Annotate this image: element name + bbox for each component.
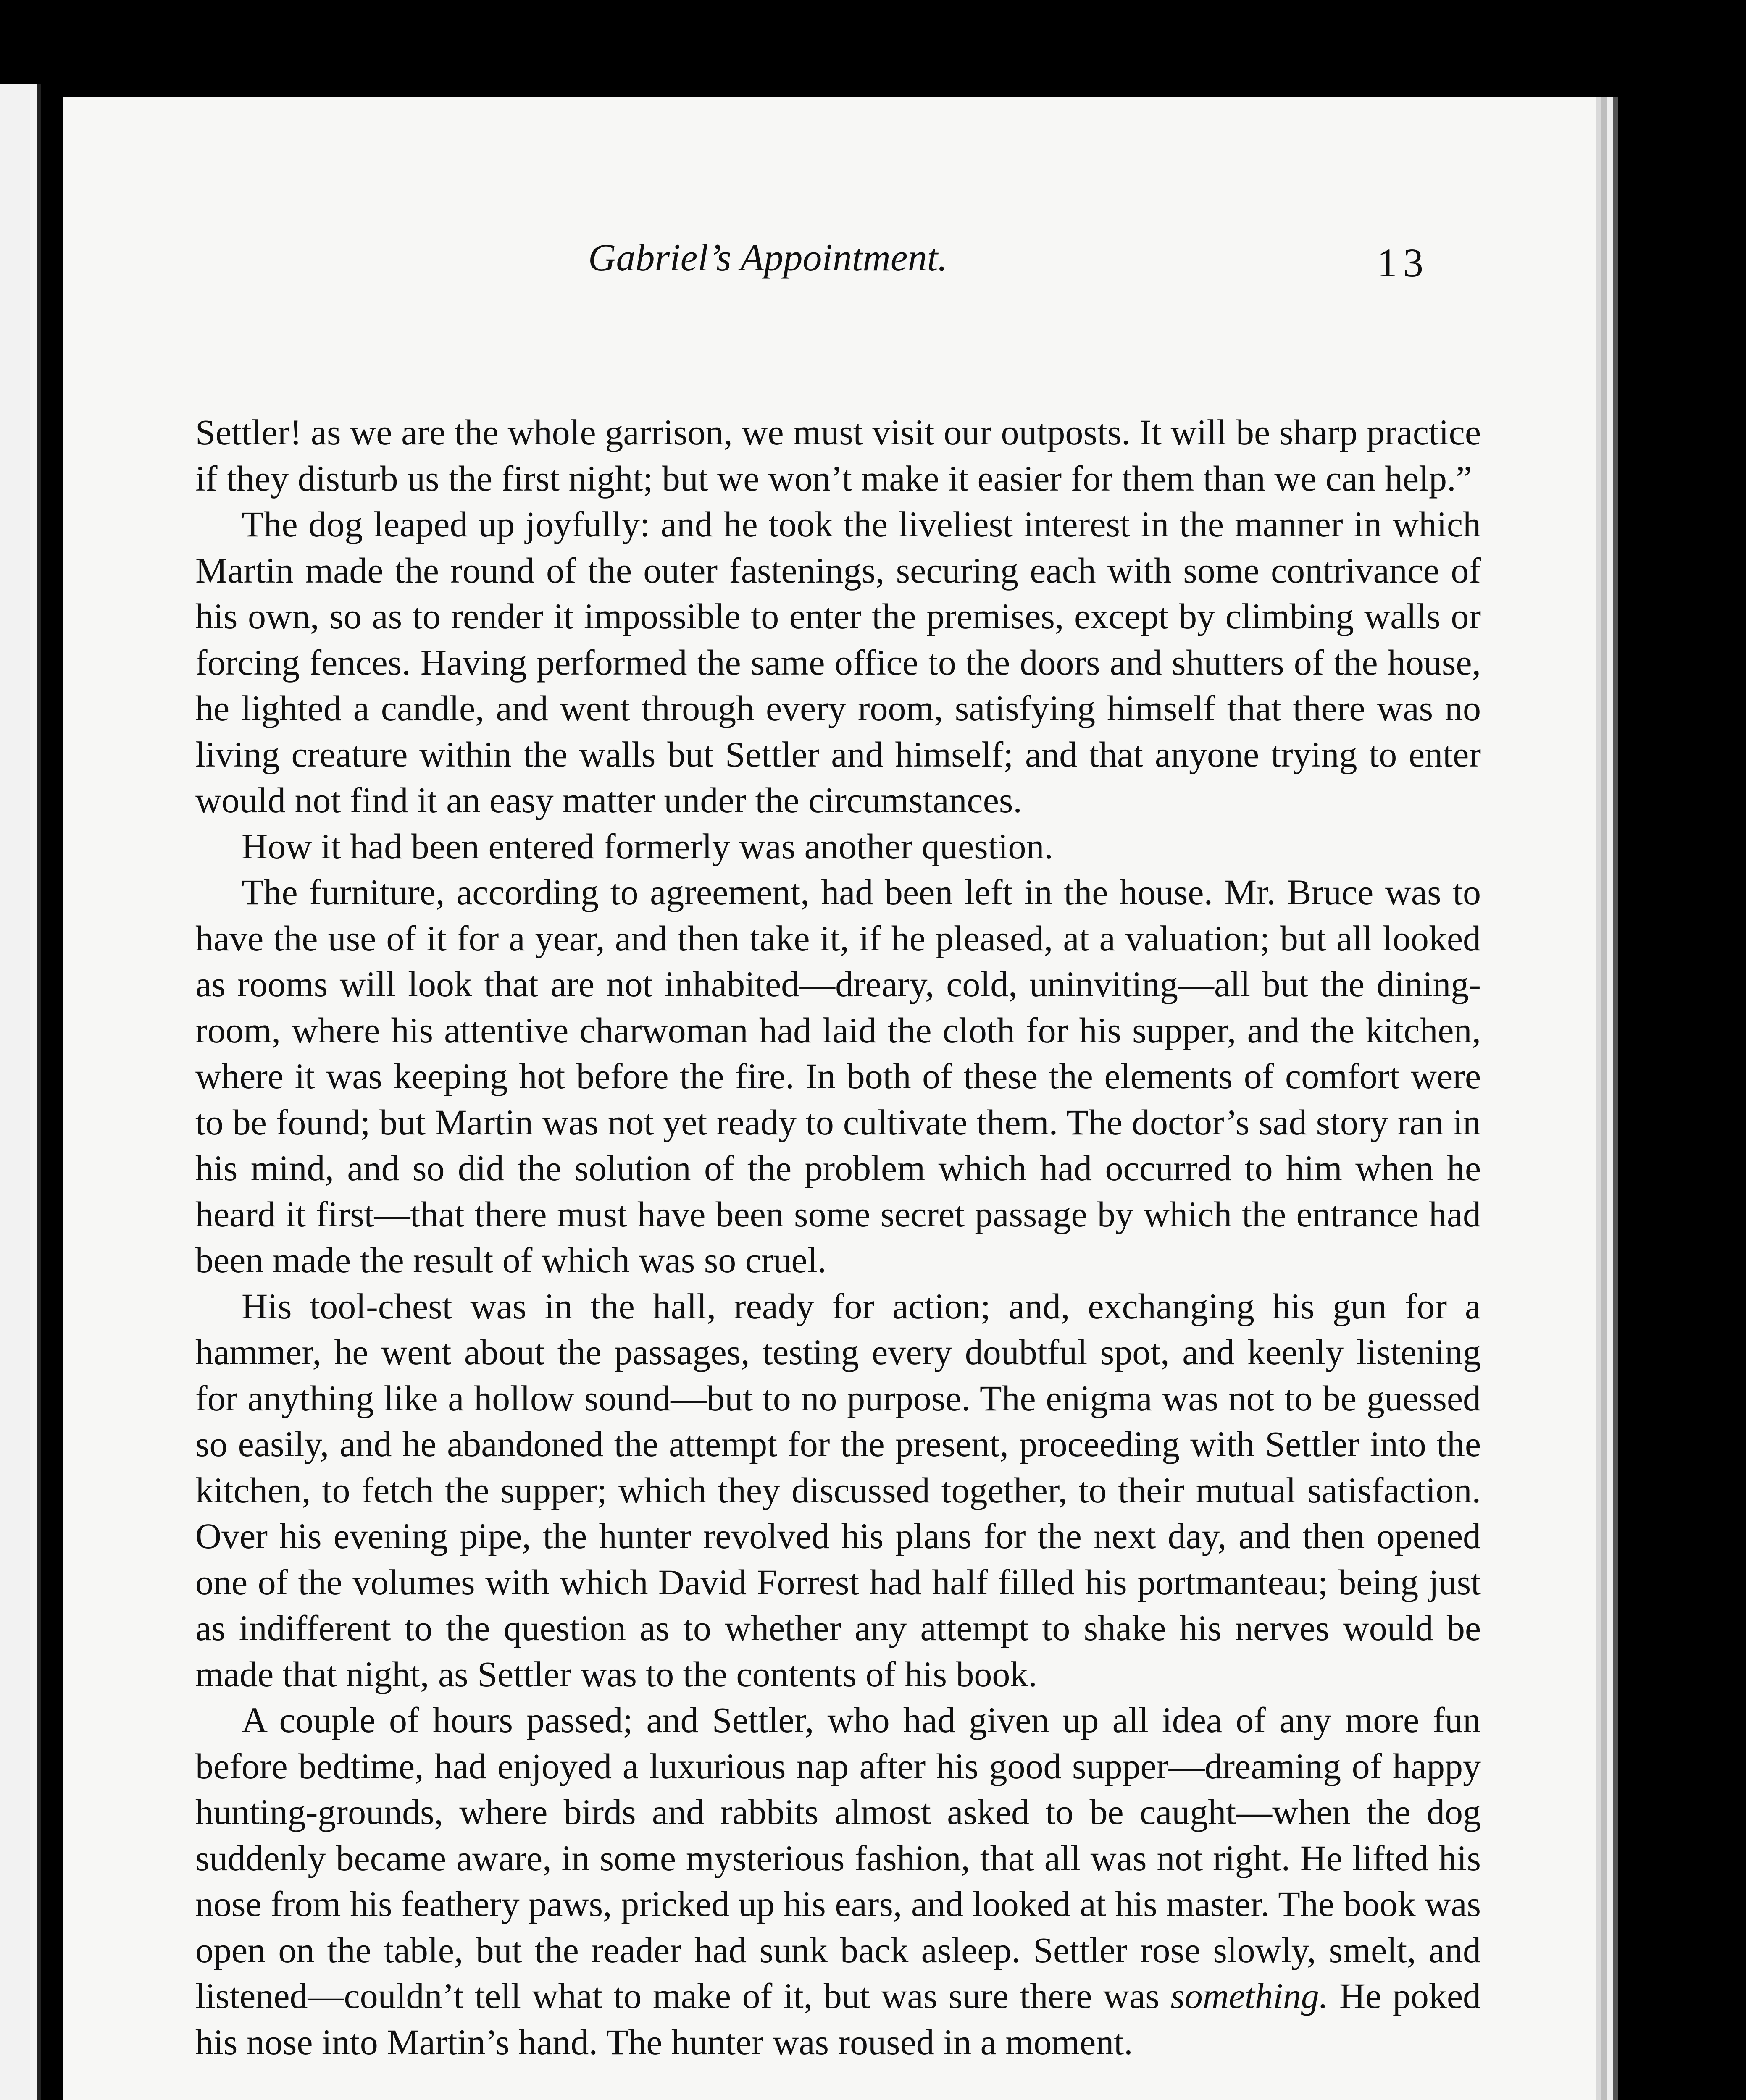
paragraph-4: The furniture, according to agreement, had been left in the house. Mr. Bruce was to have the use of it for a year, and then take it, if he pleased, at a valuation; but all looked as rooms will look that are not inhabited—dreary, cold, uninviting—all but the dining-room, where his attentive charwoman had laid the cloth for his supper, and the kitchen, where it was keeping hot before the fire. In both of these the elements of comfort were to be found; but Martin was not yet ready to cultivate them. The doctor’s sad story ran in his mind, and so did the solution of the problem which had occurred to him when he heard it first—that there must have been some secret passage by which the entrance had been made the result of which was so cruel. bbox=[195, 872, 1481, 1280]
page-header bbox=[63, 235, 1596, 302]
paragraph-6-emphasis: something. bbox=[1170, 1976, 1328, 2016]
paragraph-6 bbox=[195, 1697, 1481, 2065]
paragraph-5: His tool-chest was in the hall, ready for action; and, exchanging his gun for a hammer, he went about the passages, testing every doubtful spot, and keenly listening for anything like a hollow sound—but to no purpose. The enigma was not to be guessed so easily, and he abandoned the attempt for the present, proceeding with Settler into the kitchen, to fetch the supper; which they discussed together, to their mutual satisfaction. Over his evening pipe, the hunter revolved his plans for the next day, and then opened one of the volumes with which David Forrest had half filled his portmanteau; being just as indifferent to the question as to whether any attempt to shake his nerves would be made that night, as Settler was to the contents of his book. bbox=[195, 1286, 1481, 1694]
paragraph-3: How it had been entered formerly was another question. bbox=[242, 826, 1053, 866]
book-page bbox=[63, 97, 1596, 2100]
paragraph-6-tail: He poked his nose into Martin’s hand. The hunter was roused in a moment. bbox=[195, 1976, 1481, 2062]
previous-page-edge bbox=[0, 84, 41, 2100]
paragraph-2: The dog leaped up joyfully: and he took the liveliest interest in the manner in which Martin made the round of the outer fastenings, securing each with some contrivance of his own, so as to render it impossible to enter the premises, except by climbing walls or forcing fences. Having performed the same office to the doors and shutters of the house, he lighted a candle, and went through every room, satisfying himself that there was no living creature within the walls but Settler and himself; and that anyone trying to enter would not find it an easy matter under the circumstances. bbox=[195, 504, 1481, 820]
paragraph-1: Settler! as we are the whole garrison, we must visit our outposts. It will be sharp practice if they disturb us the first night; but we won’t make it easier for them than we can help.” bbox=[195, 412, 1481, 499]
paragraph-6-text: A couple of hours passed; and Settler, who had given up all idea of any more fun before bedtime, had enjoyed a luxurious nap after his good supper—dreaming of happy hunting-grounds, where birds and rabbits almost asked to be caught—when the dog suddenly became aware, in some mysterious fashion, that all was not right. He lifted his nose from his feathery paws, pricked up his ears, and looked at his master. The book was open on the table, but the reader had sunk back asleep. Settler rose slowly, smelt, and listened—couldn’t tell what to make of it, but was sure there was bbox=[195, 1700, 1481, 2016]
page-number: 13 bbox=[1377, 240, 1429, 285]
running-title: Gabriel’s Appointment. bbox=[588, 236, 948, 279]
body-text bbox=[195, 410, 1481, 2065]
